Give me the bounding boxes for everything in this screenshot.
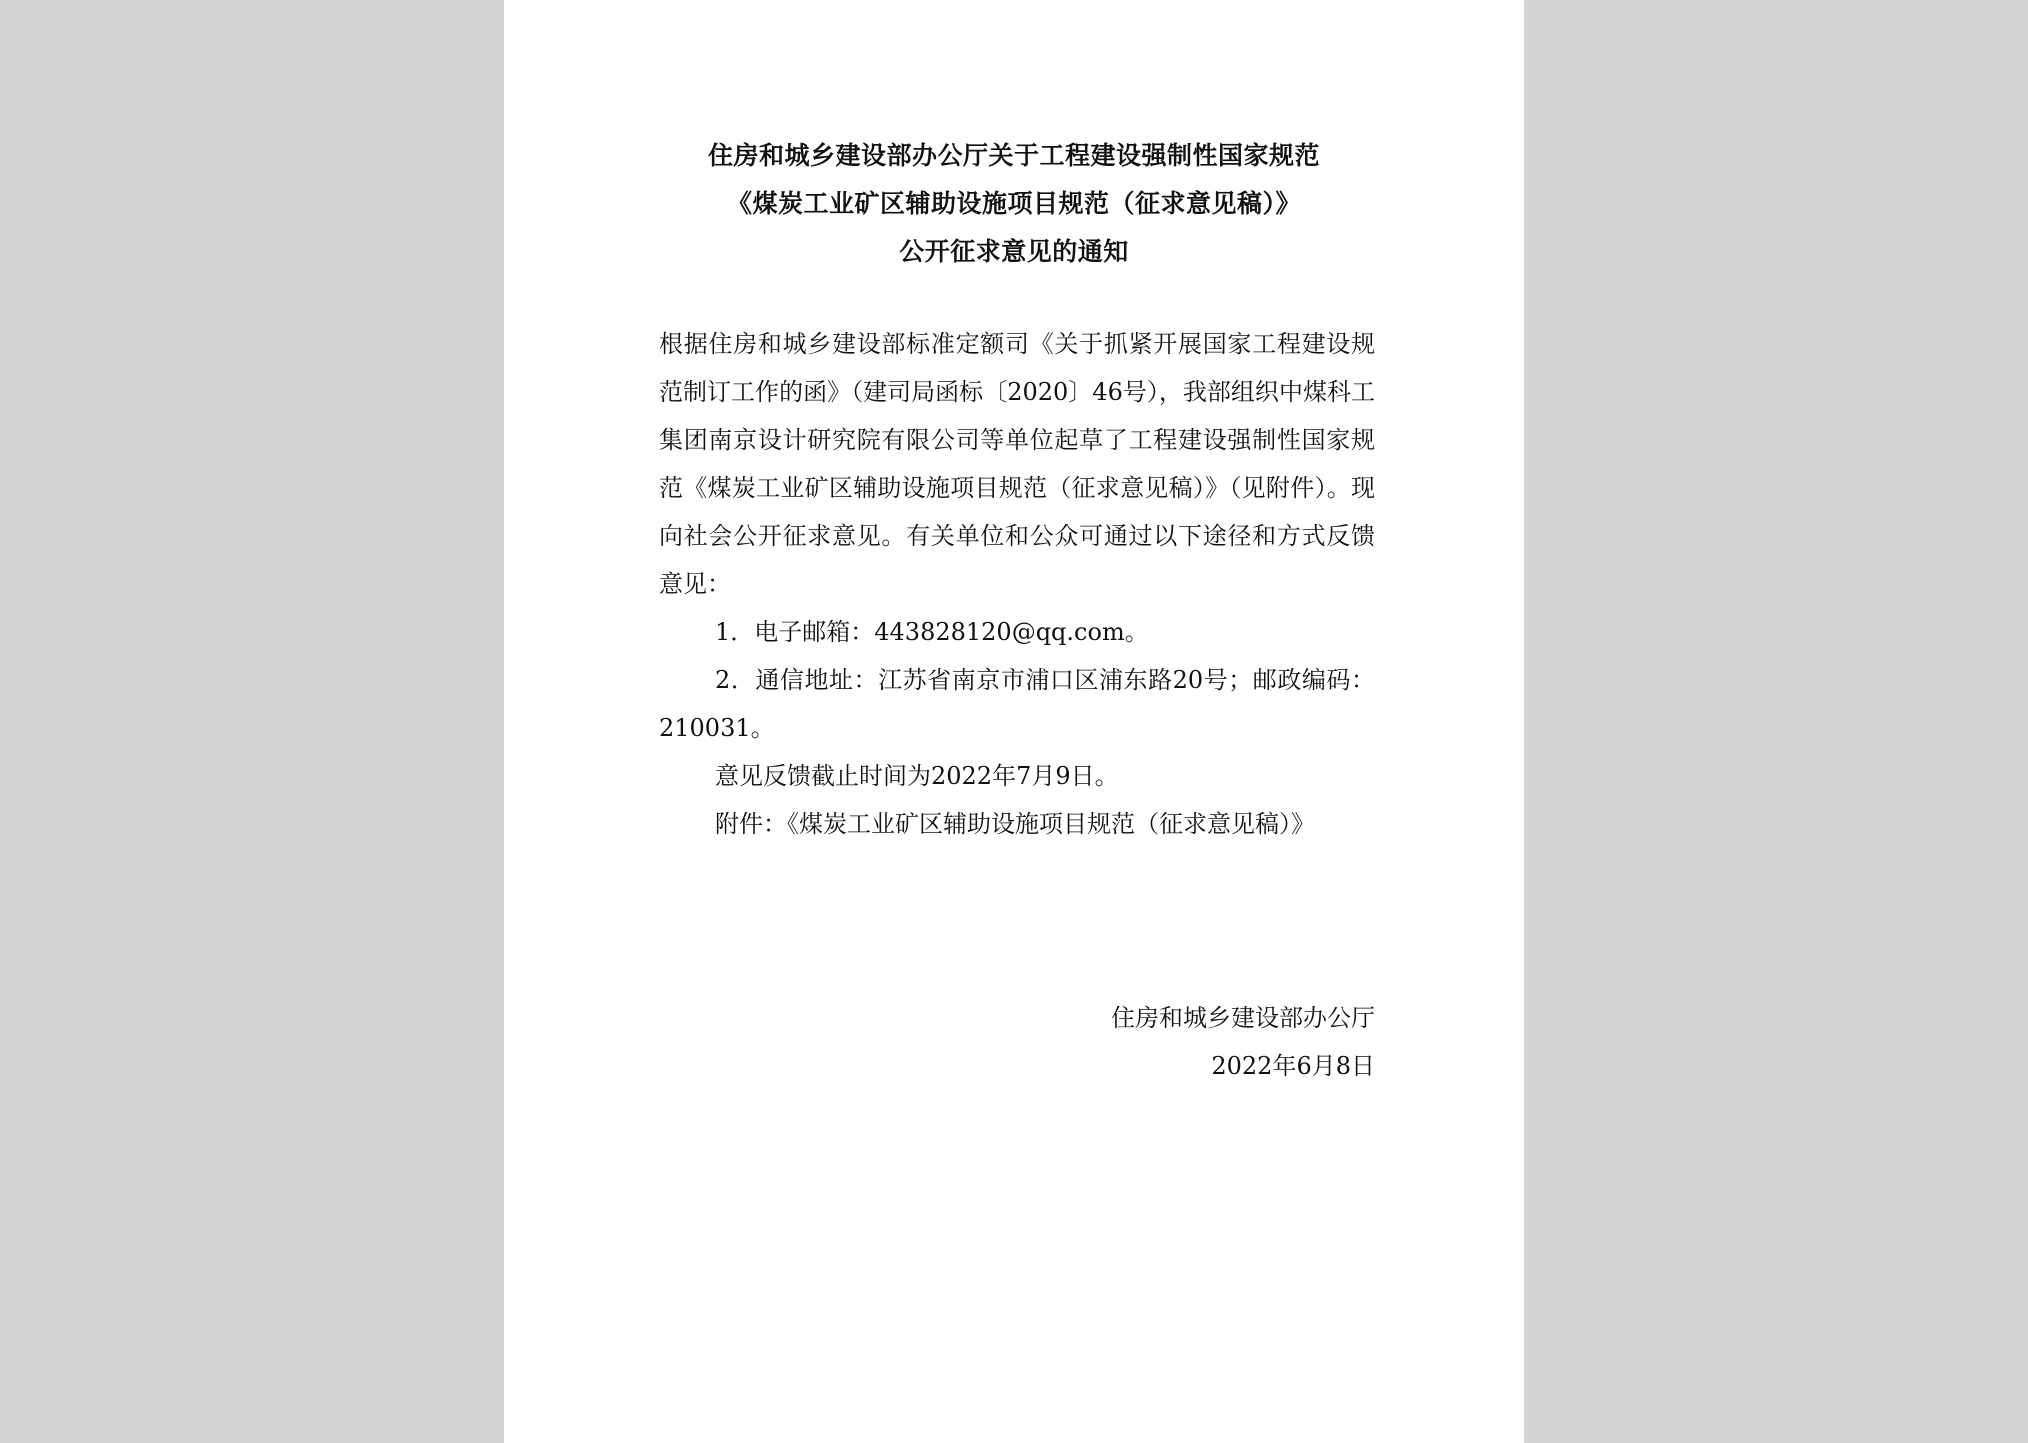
document-body <box>659 320 1375 848</box>
deadline-text: 意见反馈截止时间为2022年7月9日。 <box>715 762 1119 790</box>
signature-date: 2022年6月8日 <box>1211 1052 1375 1080</box>
document-page <box>504 0 1524 1443</box>
attachment-text: 附件：《煤炭工业矿区辅助设施项目规范（征求意见稿）》 <box>715 810 1315 838</box>
title-line-1: 住房和城乡建设部办公厅关于工程建设强制性国家规范 <box>707 141 1320 170</box>
signature-block <box>1111 994 1375 1090</box>
email-item: 1．电子邮箱：443828120@qq.com。 <box>715 618 1149 646</box>
address-item: 2．通信地址：江苏省南京市浦口区浦东路20号；邮政编码：210031。 <box>659 666 1375 742</box>
signature-org: 住房和城乡建设部办公厅 <box>1111 1004 1375 1032</box>
body-paragraph: 根据住房和城乡建设部标准定额司《关于抓紧开展国家工程建设规范制订工作的函》（建司局函标〔2020〕46号），我部组织中煤科工集团南京设计研究院有限公司等单位起草了工程建设强制性国家规范《煤炭工业矿区辅助设施项目规范（征求意见稿）》（见附件）。现向社会公开征求意见。有关单位和公众可通过以下途径和方式反馈意见： <box>659 330 1375 598</box>
title-line-2: 《煤炭工业矿区辅助设施项目规范（征求意见稿）》 <box>726 189 1301 218</box>
document-title <box>504 132 1524 276</box>
title-line-3: 公开征求意见的通知 <box>899 237 1129 266</box>
